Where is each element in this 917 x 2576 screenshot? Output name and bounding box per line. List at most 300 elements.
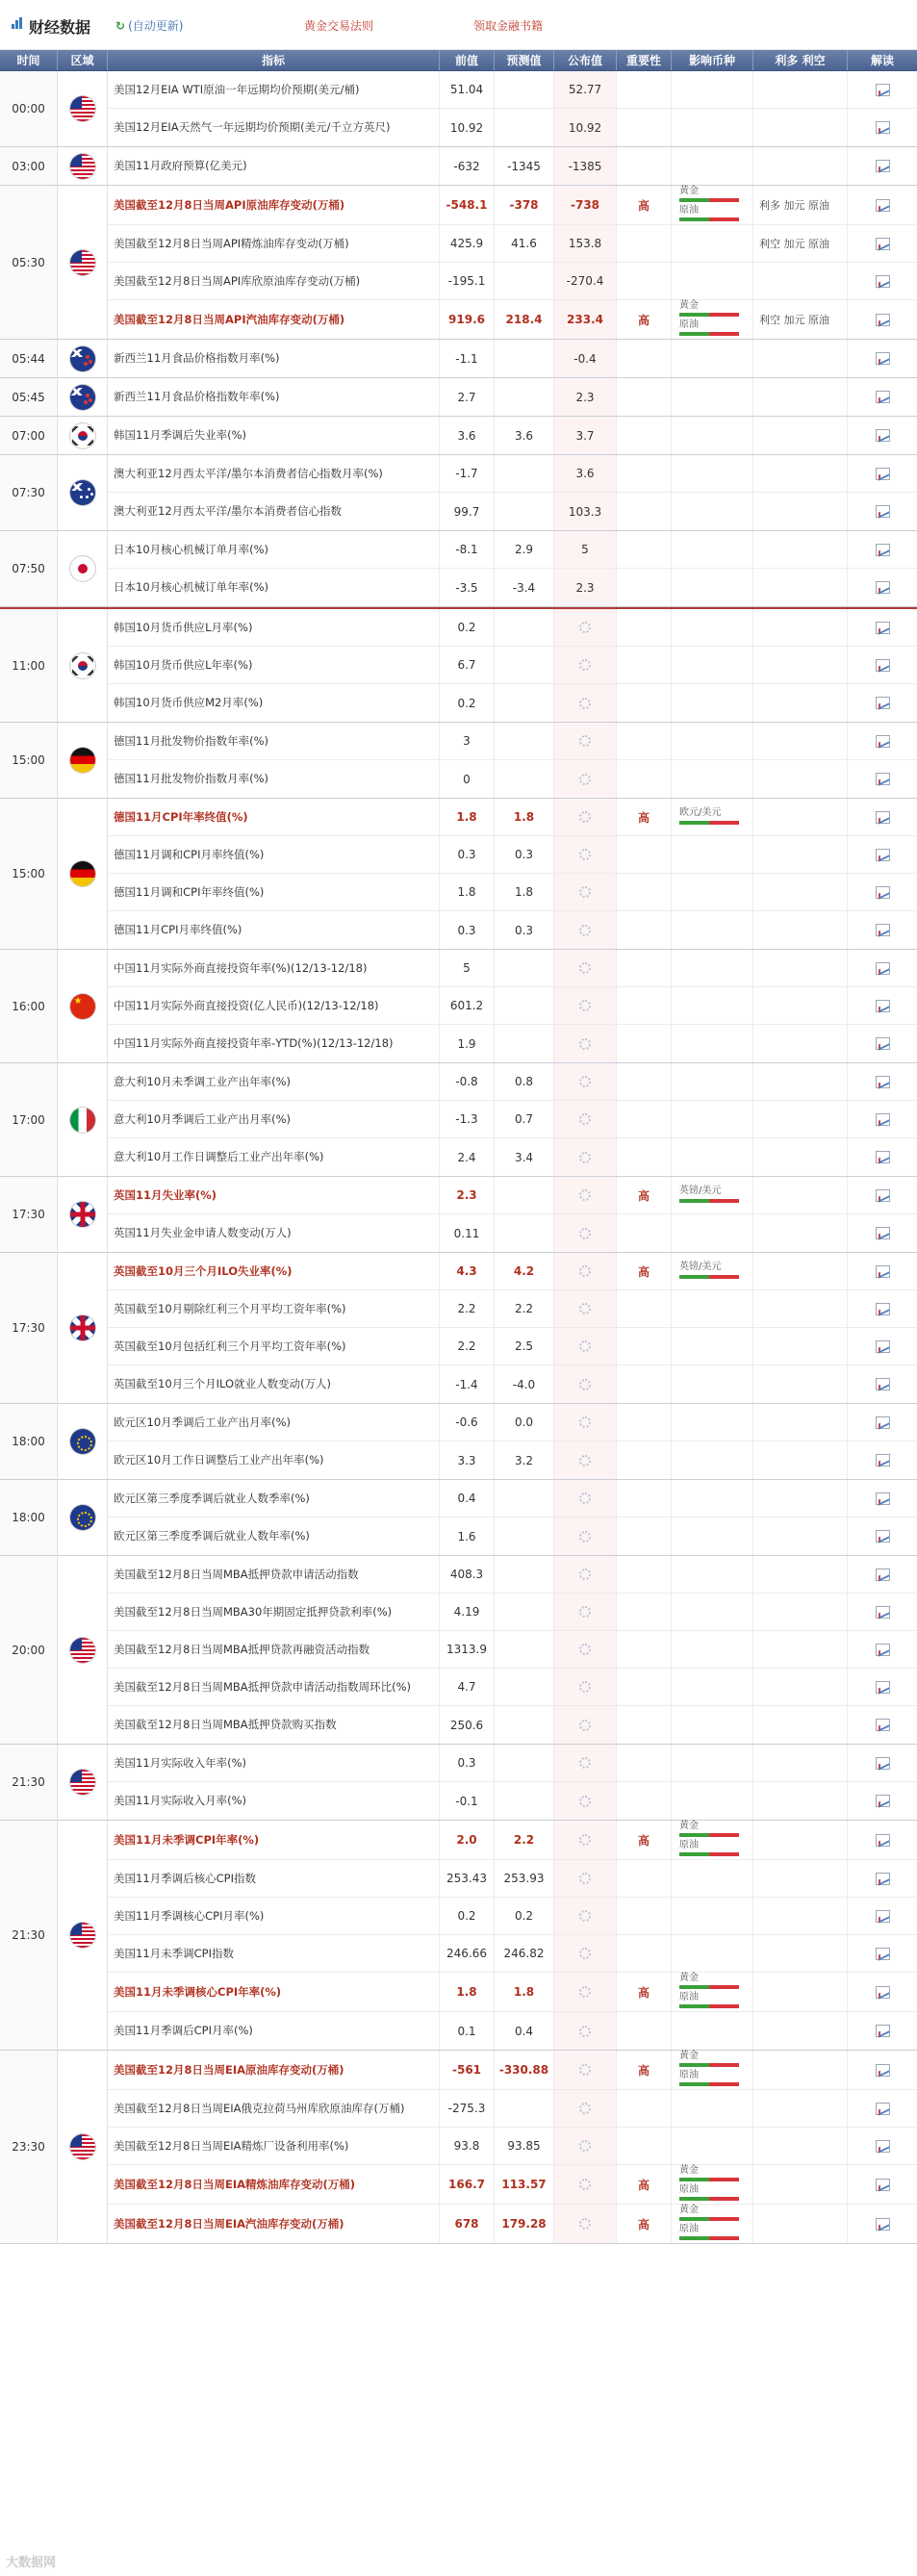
bull-bear-text (753, 1101, 848, 1137)
interpretation-cell[interactable] (848, 1706, 917, 1744)
refresh-icon: ↻ (115, 19, 126, 33)
forecast-value (495, 723, 554, 759)
indicator-name[interactable]: 欧元区第三季度季调后就业人数季率(%) (108, 1480, 440, 1517)
chart-icon[interactable] (876, 1303, 890, 1315)
chart-icon[interactable] (876, 1076, 890, 1088)
actual-value (554, 2205, 617, 2243)
bull-segment (679, 821, 709, 825)
pending-icon (579, 2064, 591, 2076)
interpretation-cell[interactable] (848, 647, 917, 683)
previous-value: -548.1 (440, 186, 495, 224)
chart-icon[interactable] (876, 1719, 890, 1731)
interpretation-cell[interactable] (848, 1441, 917, 1479)
currency-impact (672, 1101, 753, 1137)
chart-icon[interactable] (876, 1113, 890, 1126)
indicator-name[interactable]: 美国截至12月8日当周API精炼油库存变动(万桶) (108, 225, 440, 262)
actual-value: 2.3 (554, 378, 617, 416)
interpretation-cell[interactable] (848, 911, 917, 949)
interpretation-cell[interactable] (848, 950, 917, 986)
indicator-name[interactable]: 中国11月实际外商直接投资年率(%)(12/13-12/18) (108, 950, 440, 986)
chart-icon[interactable] (876, 275, 890, 288)
chart-icon[interactable] (876, 1948, 890, 1960)
forecast-value (495, 760, 554, 798)
event-group (0, 147, 917, 186)
currency-impact (672, 1025, 753, 1062)
interpretation-cell[interactable] (848, 417, 917, 454)
interpretation-cell[interactable] (848, 1631, 917, 1668)
interpretation-cell[interactable] (848, 1025, 917, 1062)
interpretation-cell[interactable] (848, 1898, 917, 1934)
actual-value (554, 1973, 617, 2011)
previous-value: 0.2 (440, 1898, 495, 1934)
event-rows (108, 950, 917, 1062)
currency-impact (672, 874, 753, 910)
table-row (108, 836, 917, 874)
interpretation-cell[interactable] (848, 1214, 917, 1252)
chart-icon[interactable] (876, 962, 890, 975)
impact-bar (679, 313, 739, 317)
forecast-value (495, 684, 554, 722)
eu-flag-icon (70, 1429, 95, 1454)
event-rows (108, 1063, 917, 1176)
chart-icon[interactable] (876, 1644, 890, 1656)
col-previous: 前值 (440, 50, 495, 70)
event-time: 18:00 (0, 1480, 58, 1555)
table-row (108, 493, 917, 530)
indicator-name[interactable]: 美国截至12月8日当周EIA精炼油库存变动(万桶) (108, 2165, 440, 2204)
indicator-name[interactable]: 美国截至12月8日当周EIA精炼厂设备利用率(%) (108, 2128, 440, 2164)
actual-value (554, 2012, 617, 2050)
currency-name: 黄金 (679, 1821, 699, 1831)
bull-bear-text (753, 1253, 848, 1289)
chart-icon[interactable] (876, 1795, 890, 1807)
chart-icon[interactable] (876, 2179, 890, 2191)
importance: 高 (617, 2051, 672, 2089)
chart-icon[interactable] (876, 773, 890, 785)
actual-value (554, 836, 617, 873)
indicator-name[interactable]: 美国截至12月8日当周API库欣原油库存变动(万桶) (108, 263, 440, 299)
currency-impact (672, 1706, 753, 1744)
interpretation-cell[interactable] (848, 1860, 917, 1897)
bull-segment (679, 1275, 709, 1279)
interpretation-cell[interactable] (848, 1404, 917, 1441)
indicator-name[interactable]: 美国12月EIA天然气一年远期均价预期(美元/千立方英尺) (108, 109, 440, 146)
indicator-name[interactable]: 美国12月EIA WTI原油一年远期均价预期(美元/桶) (108, 71, 440, 108)
chart-icon[interactable] (876, 468, 890, 480)
indicator-name[interactable]: 英国截至10月剔除红利三个月平均工资年率(%) (108, 1290, 440, 1327)
indicator-name[interactable]: 中国11月实际外商直接投资(亿人民币)(12/13-12/18) (108, 987, 440, 1024)
previous-value: 5 (440, 950, 495, 986)
interpretation-cell[interactable] (848, 1594, 917, 1630)
indicator-name[interactable]: 美国截至12月8日当周EIA原油库存变动(万桶) (108, 2051, 440, 2089)
currency-impact (672, 2128, 753, 2164)
indicator-name[interactable]: 美国11月政府预算(亿美元) (108, 147, 440, 185)
indicator-name[interactable]: 新西兰11月食品价格指数月率(%) (108, 340, 440, 377)
interpretation-cell[interactable] (848, 987, 917, 1024)
chart-icon[interactable] (876, 697, 890, 709)
interpretation-cell[interactable] (848, 1556, 917, 1593)
chart-icon[interactable] (876, 2218, 890, 2231)
interpretation-cell[interactable] (848, 225, 917, 262)
chart-icon[interactable] (876, 391, 890, 403)
chart-icon[interactable] (876, 2064, 890, 2077)
importance: 高 (617, 1253, 672, 1289)
chart-icon[interactable] (876, 1569, 890, 1581)
bear-segment (709, 217, 739, 221)
table-row (108, 1101, 917, 1138)
importance (617, 836, 672, 873)
table-row (108, 109, 917, 146)
interpretation-cell[interactable] (848, 836, 917, 873)
indicator-name[interactable]: 韩国11月季调后失业率(%) (108, 417, 440, 454)
previous-value: -632 (440, 147, 495, 185)
chart-icon[interactable] (876, 924, 890, 936)
region-cell (58, 1404, 108, 1479)
interpretation-cell[interactable] (848, 1290, 917, 1327)
actual-value (554, 760, 617, 798)
actual-value (554, 1441, 617, 1479)
interpretation-cell[interactable] (848, 1063, 917, 1100)
importance (617, 1138, 672, 1176)
bull-bear-text (753, 1860, 848, 1897)
importance (617, 493, 672, 530)
event-group (0, 1063, 917, 1177)
bull-bear-text (753, 950, 848, 986)
actual-value (554, 1365, 617, 1403)
interpretation-cell[interactable] (848, 455, 917, 492)
indicator-name[interactable]: 新西兰11月食品价格指数年率(%) (108, 378, 440, 416)
chart-icon[interactable] (876, 352, 890, 365)
interpretation-cell[interactable] (848, 493, 917, 530)
importance (617, 1214, 672, 1252)
actual-value: 5 (554, 531, 617, 568)
indicator-name[interactable]: 美国截至12月8日当周EIA汽油库存变动(万桶) (108, 2205, 440, 2243)
importance (617, 378, 672, 416)
forecast-value (495, 1631, 554, 1668)
indicator-name[interactable]: 韩国10月货币供应M2月率(%) (108, 684, 440, 722)
previous-value: 2.0 (440, 1821, 495, 1859)
bull-bear-text (753, 1594, 848, 1630)
importance (617, 684, 672, 722)
previous-value: 4.3 (440, 1253, 495, 1289)
pending-icon (579, 774, 591, 785)
interpretation-cell[interactable] (848, 1782, 917, 1820)
table-row (108, 1745, 917, 1782)
col-region: 区域 (58, 50, 108, 70)
previous-value: 3 (440, 723, 495, 759)
chart-icon[interactable] (876, 1037, 890, 1050)
indicator-name[interactable]: 意大利10月季调后工业产出月率(%) (108, 1101, 440, 1137)
event-rows (108, 1480, 917, 1555)
currency-impact (672, 340, 753, 377)
importance (617, 455, 672, 492)
chart-icon[interactable] (876, 1189, 890, 1202)
bull-segment (679, 1833, 709, 1837)
interpretation-cell[interactable] (848, 1821, 917, 1859)
chart-icon[interactable] (876, 160, 890, 172)
interpretation-cell[interactable] (848, 1480, 917, 1517)
chart-icon[interactable] (876, 1873, 890, 1885)
currency-impact (672, 531, 753, 568)
indicator-name[interactable]: 澳大利亚12月西太平洋/墨尔本消费者信心指数 (108, 493, 440, 530)
previous-value: -275.3 (440, 2090, 495, 2127)
indicator-name[interactable]: 美国截至12月8日当周API汽油库存变动(万桶) (108, 300, 440, 339)
chart-icon[interactable] (876, 1910, 890, 1923)
indicator-name[interactable]: 韩国10月货币供应L年率(%) (108, 647, 440, 683)
interpretation-cell[interactable] (848, 2205, 917, 2243)
table-row (108, 1594, 917, 1631)
chart-icon[interactable] (876, 735, 890, 748)
chart-icon[interactable] (876, 1606, 890, 1619)
interpretation-cell[interactable] (848, 684, 917, 722)
forecast-value (495, 109, 554, 146)
bull-segment (679, 2197, 709, 2201)
indicator-name[interactable]: 日本10月核心机械订单月率(%) (108, 531, 440, 568)
indicator-name[interactable]: 美国11月季调后CPI月率(%) (108, 2012, 440, 2050)
event-group (0, 1404, 917, 1480)
interpretation-cell[interactable] (848, 799, 917, 835)
indicator-name[interactable]: 德国11月调和CPI年率终值(%) (108, 874, 440, 910)
interpretation-cell[interactable] (848, 1669, 917, 1705)
currency-impact (672, 799, 753, 835)
interpretation-cell[interactable] (848, 723, 917, 759)
watermark: 大数据网 (6, 2556, 57, 2570)
importance (617, 2128, 672, 2164)
forecast-value (495, 987, 554, 1024)
chart-icon[interactable] (876, 581, 890, 594)
pending-icon (579, 1416, 591, 1428)
indicator-name[interactable]: 德国11月CPI月率终值(%) (108, 911, 440, 949)
previous-value: 919.6 (440, 300, 495, 339)
forecast-value: -4.0 (495, 1365, 554, 1403)
forecast-value (495, 2090, 554, 2127)
interpretation-cell[interactable] (848, 569, 917, 606)
bear-segment (709, 332, 739, 336)
chart-icon[interactable] (876, 622, 890, 634)
indicator-name[interactable]: 美国11月未季调CPI年率(%) (108, 1821, 440, 1859)
previous-value: 2.4 (440, 1138, 495, 1176)
chart-icon[interactable] (876, 886, 890, 899)
interpretation-cell[interactable] (848, 1518, 917, 1555)
chart-icon[interactable] (876, 1227, 890, 1239)
chart-icon[interactable] (876, 1416, 890, 1429)
previous-value: 0.3 (440, 836, 495, 873)
currency-impact (672, 1138, 753, 1176)
forecast-value: 0.4 (495, 2012, 554, 2050)
chart-icon[interactable] (876, 2140, 890, 2153)
currency-name: 原油 (679, 1840, 699, 1850)
indicator-name[interactable]: 美国截至12月8日当周MBA抵押贷款再融资活动指数 (108, 1631, 440, 1668)
indicator-name[interactable]: 澳大利亚12月西太平洋/墨尔本消费者信心指数月率(%) (108, 455, 440, 492)
table-row (108, 1328, 917, 1365)
bull-bear-text (753, 1138, 848, 1176)
indicator-name[interactable]: 英国截至10月包括红利三个月平均工资年率(%) (108, 1328, 440, 1365)
importance (617, 147, 672, 185)
indicator-name[interactable]: 美国11月未季调CPI指数 (108, 1935, 440, 1972)
indicator-name[interactable]: 韩国10月货币供应L月率(%) (108, 609, 440, 646)
chart-icon[interactable] (876, 1265, 890, 1278)
indicator-name[interactable]: 美国截至12月8日当周MBA抵押贷款申请活动指数周环比(%) (108, 1669, 440, 1705)
chart-icon[interactable] (876, 238, 890, 250)
finance-books-link[interactable]: 领取金融书籍 (473, 19, 544, 33)
indicator-name[interactable]: 日本10月核心机械订单年率(%) (108, 569, 440, 606)
interpretation-cell[interactable] (848, 186, 917, 224)
importance (617, 340, 672, 377)
pending-icon (579, 1152, 591, 1163)
chart-icon[interactable] (876, 811, 890, 824)
event-time: 05:45 (0, 378, 58, 416)
indicator-name[interactable]: 美国11月实际收入年率(%) (108, 1745, 440, 1781)
region-cell (58, 147, 108, 185)
interpretation-cell[interactable] (848, 1328, 917, 1365)
forecast-value: 0.8 (495, 1063, 554, 1100)
bull-bear-text (753, 609, 848, 646)
table-row (108, 1898, 917, 1935)
event-time: 07:50 (0, 531, 58, 606)
interpretation-cell[interactable] (848, 2051, 917, 2089)
importance (617, 1025, 672, 1062)
indicator-name[interactable]: 德国11月CPI年率终值(%) (108, 799, 440, 835)
table-row (108, 2051, 917, 2090)
auto-refresh-toggle[interactable] (115, 17, 183, 34)
indicator-name[interactable]: 美国截至12月8日当周MBA抵押贷款申请活动指数 (108, 1556, 440, 1593)
chart-icon[interactable] (876, 1454, 890, 1467)
impact-bar (679, 2236, 739, 2240)
table-row (108, 263, 917, 300)
chart-icon[interactable] (876, 1834, 890, 1847)
indicator-name[interactable]: 美国11月季调核心CPI月率(%) (108, 1898, 440, 1934)
chart-icon[interactable] (876, 1530, 890, 1543)
indicator-name[interactable]: 美国11月季调后核心CPI指数 (108, 1860, 440, 1897)
indicator-name[interactable]: 德国11月批发物价指数月率(%) (108, 760, 440, 798)
interpretation-cell[interactable] (848, 263, 917, 299)
indicator-name[interactable]: 中国11月实际外商直接投资年率-YTD(%)(12/13-12/18) (108, 1025, 440, 1062)
chart-icon[interactable] (876, 2025, 890, 2037)
region-cell (58, 378, 108, 416)
chart-icon[interactable] (876, 314, 890, 326)
chart-icon[interactable] (876, 1986, 890, 1999)
indicator-name[interactable]: 德国11月批发物价指数年率(%) (108, 723, 440, 759)
bear-segment (709, 2082, 739, 2086)
interpretation-cell[interactable] (848, 1253, 917, 1289)
event-rows (108, 1821, 917, 2050)
interpretation-cell[interactable] (848, 2128, 917, 2164)
indicator-name[interactable]: 美国截至12月8日当周MBA抵押贷款购买指数 (108, 1706, 440, 1744)
chart-icon[interactable] (876, 1000, 890, 1012)
impact-bar (679, 1275, 739, 1279)
event-time: 15:00 (0, 799, 58, 949)
interpretation-cell[interactable] (848, 2090, 917, 2127)
indicator-name[interactable]: 欧元区第三季度季调后就业人数年率(%) (108, 1518, 440, 1555)
interpretation-cell[interactable] (848, 1973, 917, 2011)
indicator-name[interactable]: 意大利10月未季调工业产出年率(%) (108, 1063, 440, 1100)
indicator-name[interactable]: 欧元区10月季调后工业产出月率(%) (108, 1404, 440, 1441)
bear-segment (709, 198, 739, 202)
chart-icon[interactable] (876, 199, 890, 212)
interpretation-cell[interactable] (848, 71, 917, 108)
interpretation-cell[interactable] (848, 2012, 917, 2050)
pending-icon (579, 659, 591, 671)
interpretation-cell[interactable] (848, 1177, 917, 1213)
interpretation-cell[interactable] (848, 1935, 917, 1972)
table-row (108, 2090, 917, 2128)
indicator-name[interactable]: 美国截至12月8日当周MBA30年期固定抵押贷款利率(%) (108, 1594, 440, 1630)
bear-segment (709, 1833, 739, 1837)
previous-value: 601.2 (440, 987, 495, 1024)
interpretation-cell[interactable] (848, 109, 917, 146)
pending-icon (579, 1796, 591, 1807)
de-flag-icon (70, 861, 95, 886)
interpretation-cell[interactable] (848, 147, 917, 185)
chart-icon[interactable] (876, 1340, 890, 1353)
actual-value (554, 1025, 617, 1062)
pending-icon (579, 886, 591, 898)
interpretation-cell[interactable] (848, 1101, 917, 1137)
chart-icon[interactable] (876, 1378, 890, 1390)
bull-bear-text (753, 493, 848, 530)
chart-icon[interactable] (876, 505, 890, 518)
interpretation-cell[interactable] (848, 300, 917, 339)
chart-icon[interactable] (876, 429, 890, 442)
chart-icon[interactable] (876, 1681, 890, 1694)
interpretation-cell[interactable] (848, 531, 917, 568)
chart-icon[interactable] (876, 544, 890, 556)
gold-rules-link[interactable]: 黄金交易法则 (304, 19, 374, 33)
event-time: 07:00 (0, 417, 58, 454)
interpretation-cell[interactable] (848, 1138, 917, 1176)
previous-value: -3.5 (440, 569, 495, 606)
chart-icon[interactable] (876, 1492, 890, 1505)
interpretation-cell[interactable] (848, 609, 917, 646)
currency-impact (672, 1745, 753, 1781)
indicator-name[interactable]: 英国截至10月三个月ILO就业人数变动(万人) (108, 1365, 440, 1403)
chart-icon[interactable] (876, 1151, 890, 1163)
forecast-value: 2.2 (495, 1821, 554, 1859)
interpretation-cell[interactable] (848, 874, 917, 910)
interpretation-cell[interactable] (848, 378, 917, 416)
chart-icon[interactable] (876, 659, 890, 672)
chart-icon[interactable] (876, 1757, 890, 1770)
indicator-name[interactable]: 英国截至10月三个月ILO失业率(%) (108, 1253, 440, 1289)
indicator-name[interactable]: 美国截至12月8日当周API原油库存变动(万桶) (108, 186, 440, 224)
indicator-name[interactable]: 意大利10月工作日调整后工业产出年率(%) (108, 1138, 440, 1176)
indicator-name[interactable]: 英国11月失业金申请人数变动(万人) (108, 1214, 440, 1252)
chart-icon[interactable] (876, 84, 890, 96)
interpretation-cell[interactable] (848, 1365, 917, 1403)
indicator-name[interactable]: 英国11月失业率(%) (108, 1177, 440, 1213)
actual-value (554, 1782, 617, 1820)
chart-icon[interactable] (876, 849, 890, 861)
interpretation-cell[interactable] (848, 1745, 917, 1781)
currency-name: 英镑/美元 (679, 1261, 722, 1272)
interpretation-cell[interactable] (848, 760, 917, 798)
indicator-name[interactable]: 美国11月未季调核心CPI年率(%) (108, 1973, 440, 2011)
interpretation-cell[interactable] (848, 2165, 917, 2204)
chart-icon[interactable] (876, 2103, 890, 2115)
actual-value: 233.4 (554, 300, 617, 339)
event-rows (108, 455, 917, 530)
indicator-name[interactable]: 欧元区10月工作日调整后工业产出年率(%) (108, 1441, 440, 1479)
chart-icon[interactable] (876, 121, 890, 134)
region-cell (58, 340, 108, 377)
interpretation-cell[interactable] (848, 340, 917, 377)
indicator-name[interactable]: 美国11月实际收入月率(%) (108, 1782, 440, 1820)
pending-icon (579, 1265, 591, 1277)
currency-impact (672, 1935, 753, 1972)
event-time: 17:00 (0, 1063, 58, 1176)
indicator-name[interactable]: 德国11月调和CPI月率终值(%) (108, 836, 440, 873)
indicator-name[interactable]: 美国截至12月8日当周EIA俄克拉荷马州库欣原油库存(万桶) (108, 2090, 440, 2127)
